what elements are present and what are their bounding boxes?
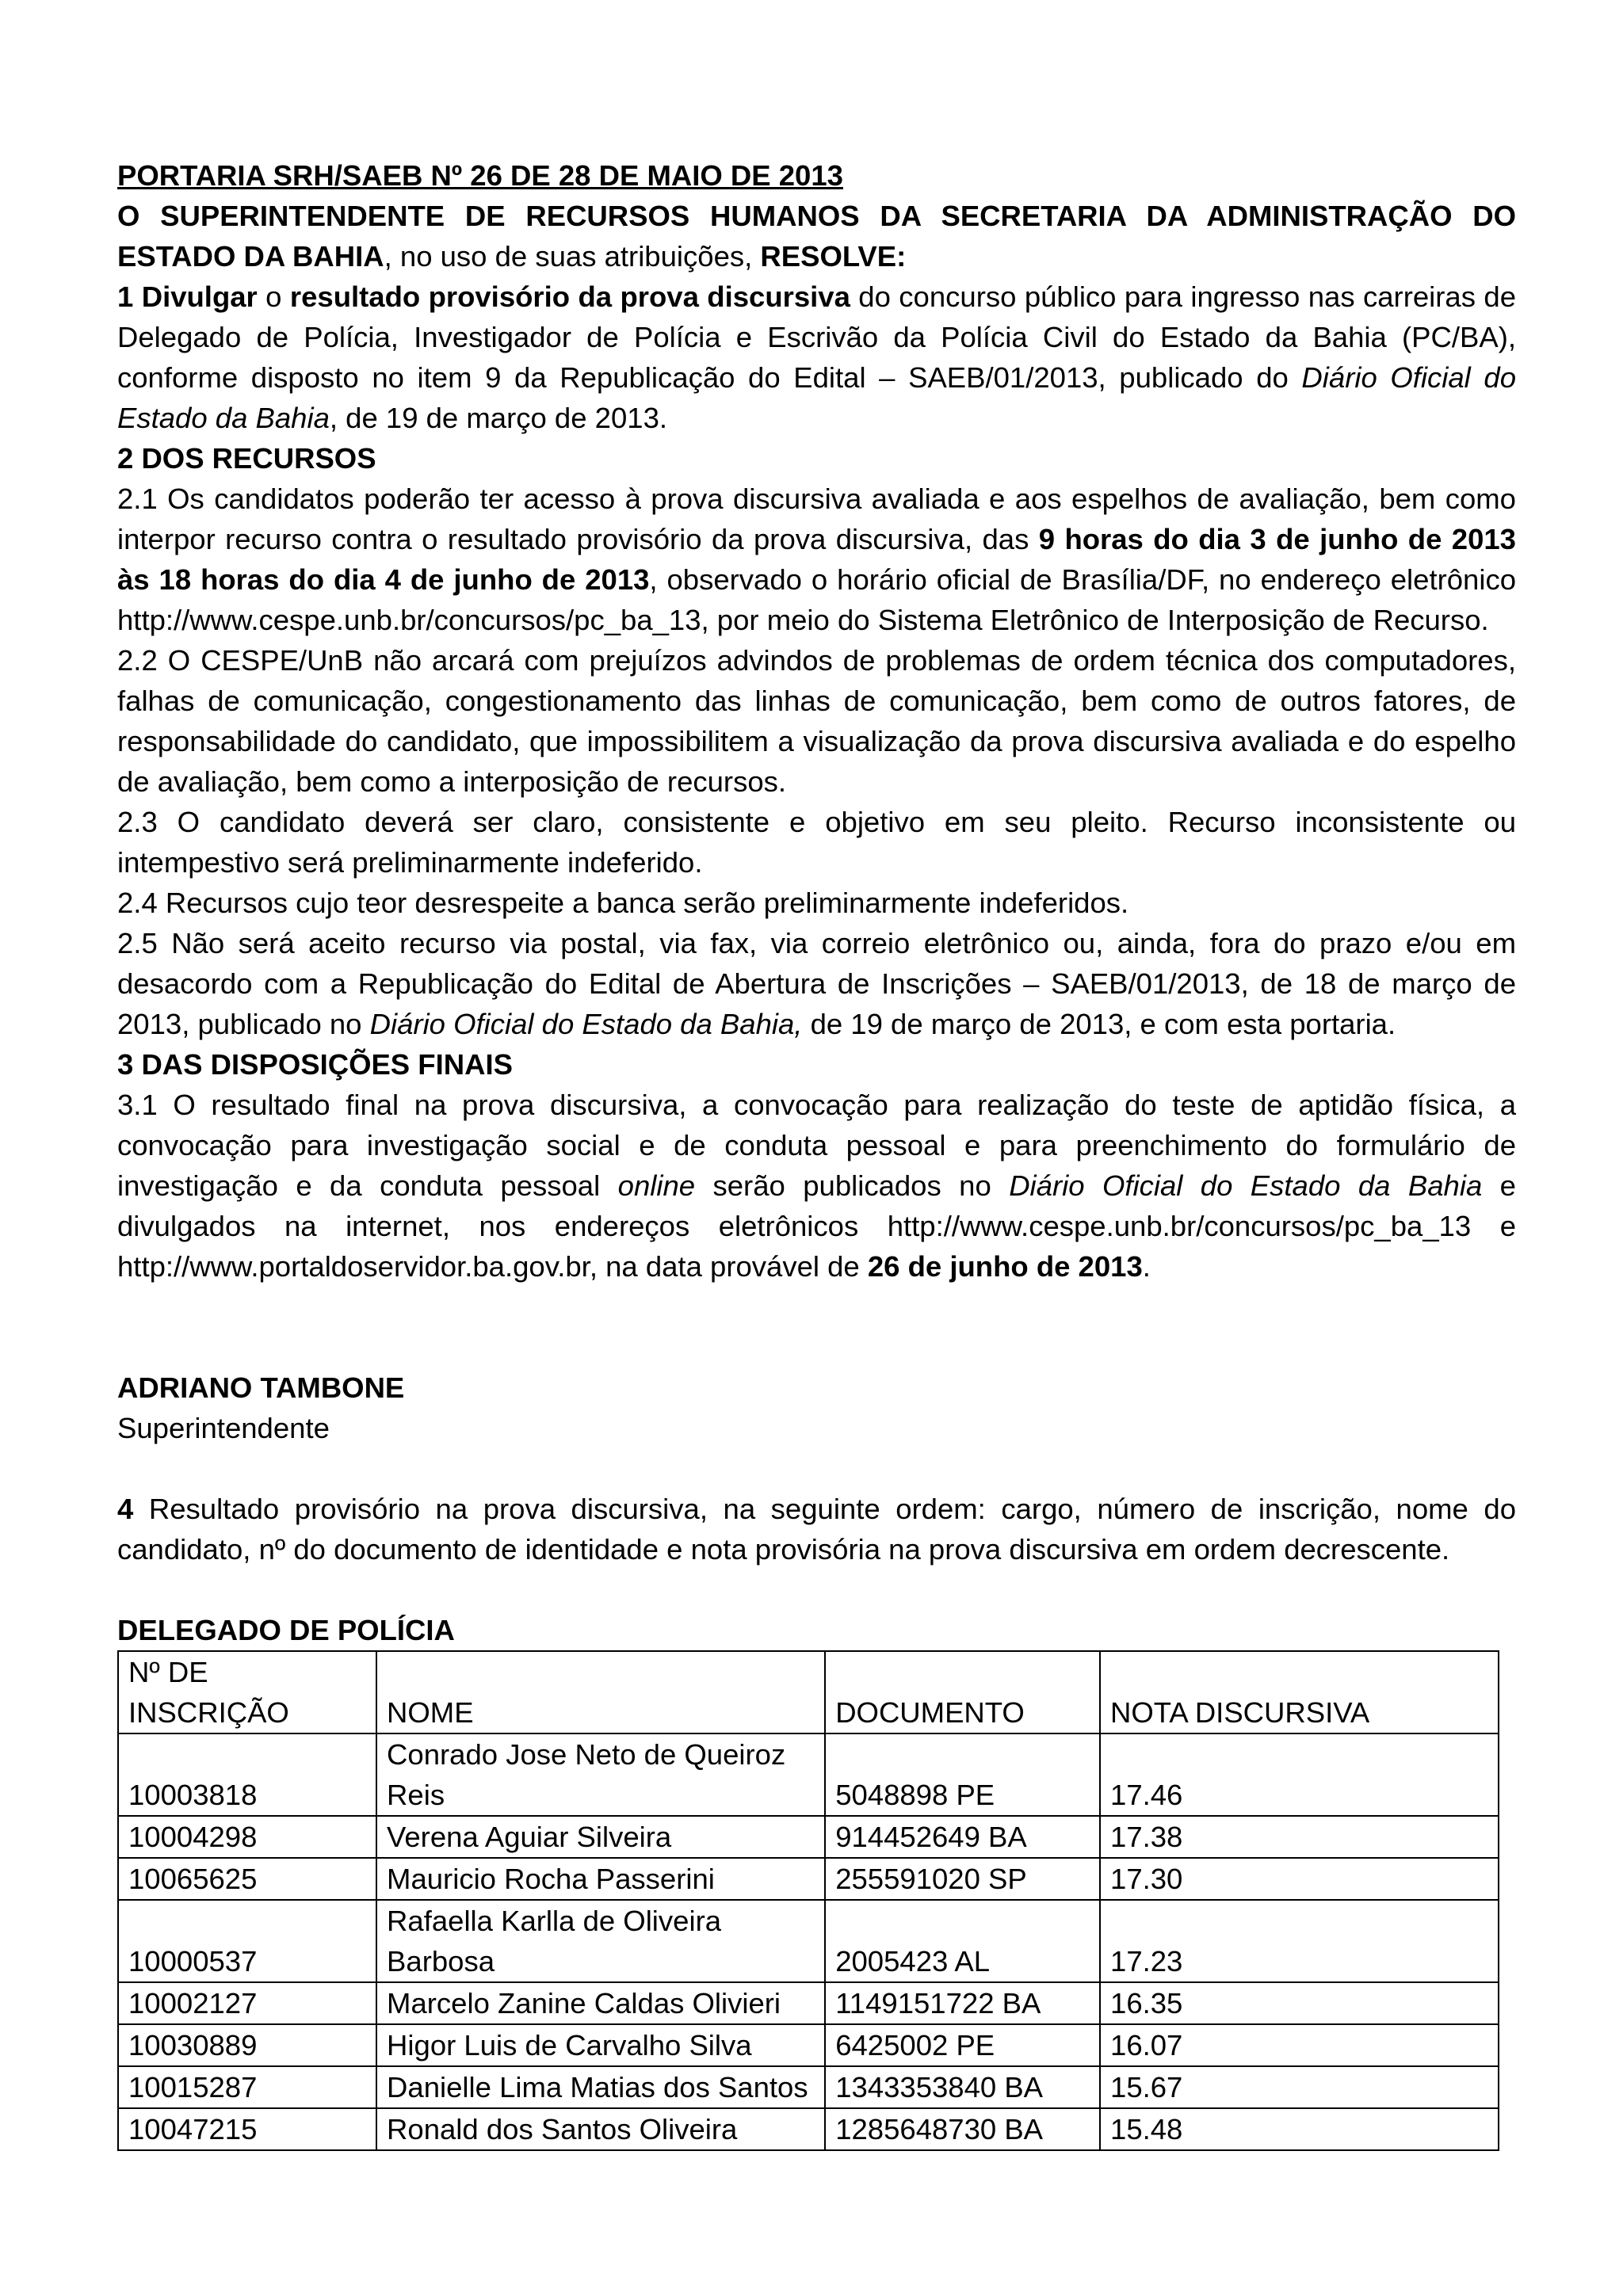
portaria-title: PORTARIA SRH/SAEB Nº 26 DE 28 DE MAIO DE 2013 [117,159,843,192]
cell-nota: 17.38 [1100,1816,1499,1858]
item-1-bold: resultado provisório da prova discursiva [289,280,850,313]
cell-nota: 16.07 [1100,2024,1499,2066]
cell-documento: 2005423 AL [825,1900,1100,1982]
spacer [117,1287,1516,1367]
paragraph-3-1 [117,1085,1516,1287]
cell-nota: 17.23 [1100,1900,1499,1982]
intro-paragraph [117,196,1516,277]
cell-inscricao: 10003818 [118,1733,376,1816]
paragraph-3-1-italic-diario: Diário Oficial do Estado da Bahia [1009,1169,1483,1202]
table-row [118,1858,1499,1900]
paragraph-2-3: 2.3 O candidato deverá ser claro, consistente e objetivo em seu pleito. Recurso inconsistente ou intempestivo será preliminarmente indeferido. [117,806,1516,879]
paragraph-2-5-italic: Diário Oficial do Estado da Bahia, [369,1008,803,1040]
cell-nome: Rafaella Karlla de Oliveira Barbosa [376,1900,825,1982]
paragraph-2-1 [117,479,1516,640]
cell-documento: 1285648730 BA [825,2108,1100,2150]
cell-inscricao: 10002127 [118,1982,376,2024]
intro-text: , no uso de suas atribuições, [384,240,761,273]
spacer [117,1448,1516,1489]
table-row [118,1816,1499,1858]
paragraph-2-4: 2.4 Recursos cujo teor desrespeite a banca serão preliminarmente indeferidos. [117,887,1129,919]
header-nota: NOTA DISCURSIVA [1100,1651,1499,1733]
paragraph-2-1-text-b: , observado o horário oficial de Brasília/DF, no endereço eletrônico http://www.cespe.unb.br/concursos/pc_ba_13, por meio do Sistema Eletrônico de Interposição de Recurso. [117,563,1516,636]
item-4-number: 4 [117,1493,134,1525]
paragraph-2-5-text-a: 2.5 Não será aceito recurso via postal, via fax, via correio eletrônico ou, ainda, fora do prazo e/ou em desacordo com a Republicação do Edital de Abertura de Inscrições – SAEB/01/2013, de 18 de março de 2013, publicado no [117,927,1516,1040]
intro-resolve: RESOLVE: [760,240,907,273]
section-2-heading: 2 DOS RECURSOS [117,442,376,475]
item-1-text-b: do concurso público para ingresso nas carreiras de Delegado de Polícia, Investigador de Polícia e Escrivão da Polícia Civil do Estado da Bahia (PC/BA), conforme disposto no item 9 da Republicação do Edital – SAEB/01/2013, publicado do [117,280,1516,394]
cell-nota: 16.35 [1100,1982,1499,2024]
item-1-text-c: , de 19 de março de 2013. [329,402,668,434]
paragraph-3-1-text-b: serão publicados no [695,1169,1010,1202]
paragraph-3-1-text-d: . [1142,1250,1151,1283]
cell-inscricao: 10015287 [118,2066,376,2108]
cargo-heading: DELEGADO DE POLÍCIA [117,1614,455,1646]
item-4-text: Resultado provisório na prova discursiva, na seguinte ordem: cargo, número de inscrição, nome do candidato, nº do documento de identidade e nota provisória na prova discursiva em ordem decrescente. [117,1493,1516,1566]
cell-inscricao: 10047215 [118,2108,376,2150]
cell-inscricao: 10065625 [118,1858,376,1900]
cell-inscricao: 10030889 [118,2024,376,2066]
cell-documento: 914452649 BA [825,1816,1100,1858]
document-page [117,155,1516,2151]
table-row [118,1982,1499,2024]
paragraph-2-5 [117,923,1516,1044]
header-documento: DOCUMENTO [825,1651,1100,1733]
header-inscricao: Nº DE INSCRIÇÃO [118,1651,376,1733]
paragraph-3-1-bold-date: 26 de junho de 2013 [867,1250,1143,1283]
cell-documento: 6425002 PE [825,2024,1100,2066]
paragraph-3-1-text-c: e divulgados na internet, nos endereços eletrônicos http://www.cespe.unb.br/concursos/pc_ba_13 e http://www.portaldoservidor.ba.gov.br, na data provável de [117,1169,1516,1283]
cell-nome: Danielle Lima Matias dos Santos [376,2066,825,2108]
cell-documento: 1149151722 BA [825,1982,1100,2024]
cell-documento: 1343353840 BA [825,2066,1100,2108]
cell-inscricao: 10004298 [118,1816,376,1858]
paragraph-2-1-text-a: 2.1 Os candidatos poderão ter acesso à prova discursiva avaliada e aos espelhos de avaliação, bem como interpor recurso contra o resultado provisório da prova discursiva, das [117,482,1516,555]
cell-inscricao: 10000537 [118,1900,376,1982]
paragraph-2-5-text-b: de 19 de março de 2013, e com esta portaria. [802,1008,1396,1040]
document-title [117,155,1516,196]
paragraph-3-1-text-a: 3.1 O resultado final na prova discursiva, a convocação para realização do teste de aptidão física, a convocação para investigação social e de conduta pessoal e para preenchimento do formulário de investigação e da conduta pessoal [117,1089,1516,1202]
signatory-name: ADRIANO TAMBONE [117,1371,405,1404]
cell-nota: 15.48 [1100,2108,1499,2150]
spacer [117,1569,1516,1610]
item-4-paragraph [117,1489,1516,1569]
cell-nome: Higor Luis de Carvalho Silva [376,2024,825,2066]
section-3-heading: 3 DAS DISPOSIÇÕES FINAIS [117,1048,513,1081]
cell-nome: Conrado Jose Neto de Queiroz Reis [376,1733,825,1816]
paragraph-3-1-italic-online: online [617,1169,696,1202]
cell-nota: 15.67 [1100,2066,1499,2108]
cell-documento: 255591020 SP [825,1858,1100,1900]
table-row [118,2108,1499,2150]
cell-documento: 5048898 PE [825,1733,1100,1816]
cell-nota: 17.30 [1100,1858,1499,1900]
cell-nota: 17.46 [1100,1733,1499,1816]
paragraph-2-2: 2.2 O CESPE/UnB não arcará com prejuízos advindos de problemas de ordem técnica dos computadores, falhas de comunicação, congestionamento das linhas de comunicação, bem como de outros fatores, de responsabilidade do candidato, que impossibilitem a visualização da prova discursiva avaliada e do espelho de avaliação, bem como a interposição de recursos. [117,644,1516,798]
table-row [118,2066,1499,2108]
cell-nome: Ronald dos Santos Oliveira [376,2108,825,2150]
table-header-row [118,1651,1499,1733]
item-1-italic: Diário Oficial do Estado da Bahia [117,361,1516,434]
cell-nome: Verena Aguiar Silveira [376,1816,825,1858]
table-row [118,1733,1499,1816]
table-row [118,2024,1499,2066]
paragraph-2-1-bold: 9 horas do dia 3 de junho de 2013 às 18 horas do dia 4 de junho de 2013 [117,523,1516,596]
header-nome: NOME [376,1651,825,1733]
results-table [117,1650,1499,2151]
item-1-paragraph [117,277,1516,438]
signatory-role: Superintendente [117,1412,330,1444]
cell-nome: Mauricio Rocha Passerini [376,1858,825,1900]
item-1-text-a: o [257,280,290,313]
item-1-label: 1 Divulgar [117,280,258,313]
cell-nome: Marcelo Zanine Caldas Olivieri [376,1982,825,2024]
table-row [118,1900,1499,1982]
intro-authority: O SUPERINTENDENTE DE RECURSOS HUMANOS DA SECRETARIA DA ADMINISTRAÇÃO DO ESTADO DA BAHIA [117,200,1516,273]
